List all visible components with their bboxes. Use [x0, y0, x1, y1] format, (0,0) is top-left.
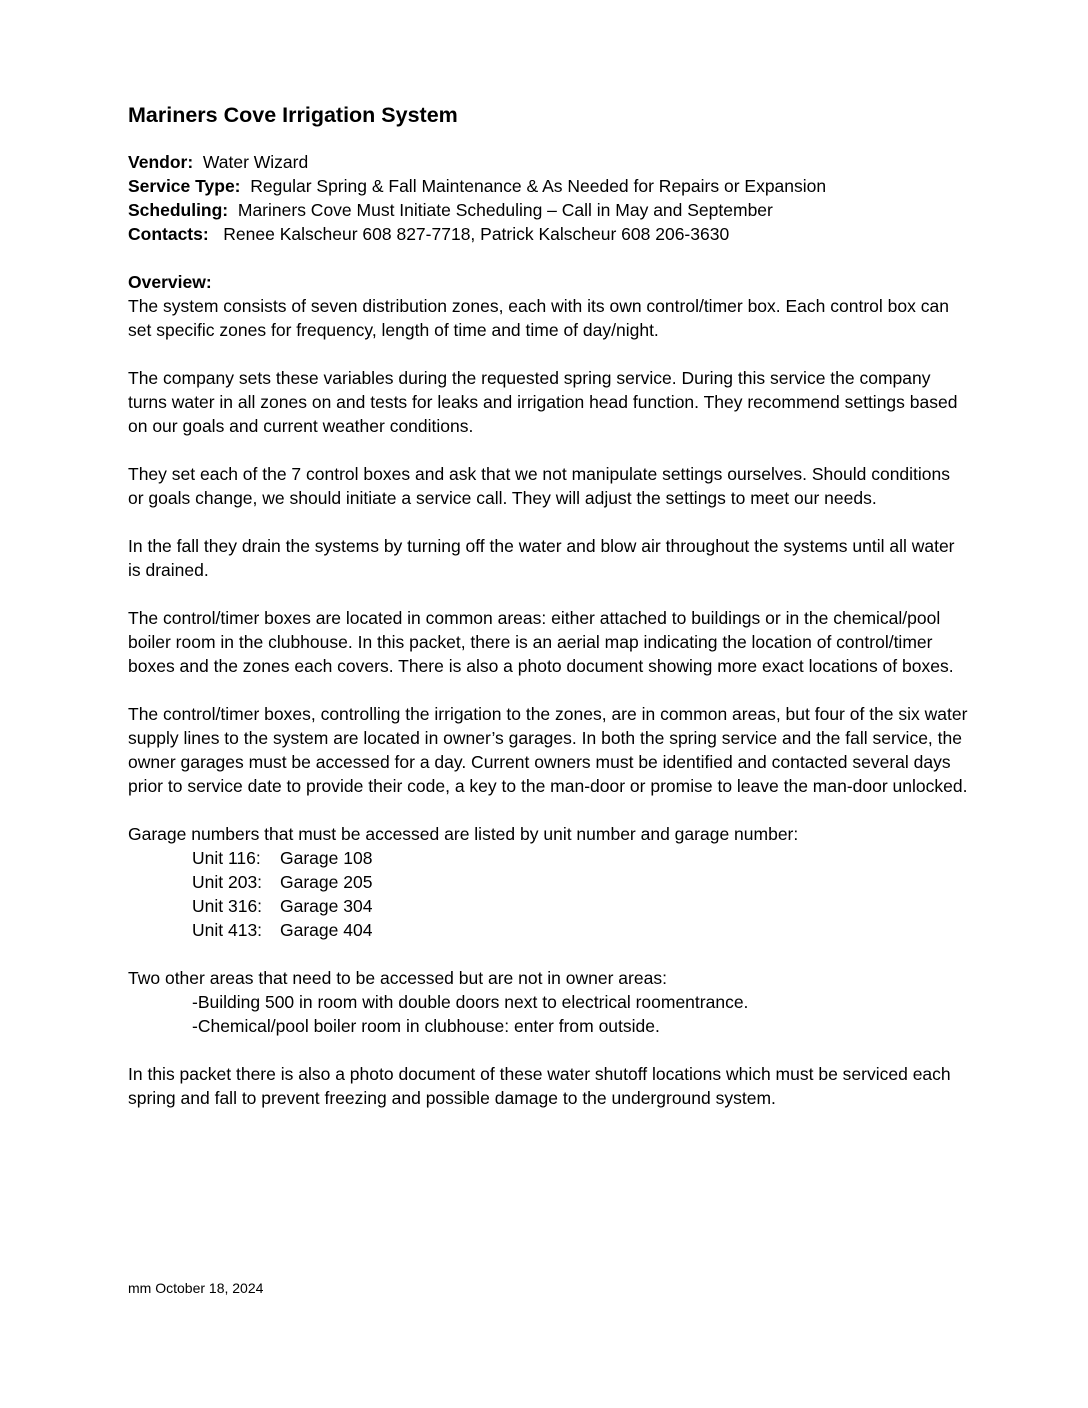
list-item: -Chemical/pool boiler room in clubhouse: enter from outside.	[192, 1016, 660, 1036]
scheduling-line	[128, 198, 968, 222]
garage-number: Garage 205	[280, 872, 373, 892]
scheduling-value: Mariners Cove Must Initiate Scheduling – Call in May and September	[237, 200, 773, 220]
garage-number: Garage 304	[280, 896, 373, 916]
overview-paragraph-4: In the fall they drain the systems by turning off the water and blow air throughout the systems until all water is drained.	[128, 536, 955, 580]
garage-number: Garage 108	[280, 848, 373, 868]
list-item	[192, 894, 968, 918]
overview-paragraph-1: The system consists of seven distribution zones, each with its own control/timer box. Each control box can set specific zones for frequency, length of time and time of day/night.	[128, 296, 949, 340]
list-item	[192, 918, 968, 942]
overview-heading: Overview:	[128, 272, 212, 292]
service-type-value: Regular Spring & Fall Maintenance & As Needed for Repairs or Expansion	[250, 176, 827, 196]
vendor-value: Water Wizard	[202, 152, 309, 172]
garage-number: Garage 404	[280, 920, 373, 940]
document-title: Mariners Cove Irrigation System	[128, 103, 458, 127]
other-areas-intro: Two other areas that need to be accessed but are not in owner areas:	[128, 968, 667, 988]
contacts-value: Renee Kalscheur 608 827-7718, Patrick Kalscheur 608 206-3630	[223, 224, 730, 244]
garage-list	[128, 846, 968, 942]
service-type-label: Service Type:	[128, 176, 241, 196]
unit-number: Unit 116:	[192, 848, 261, 868]
scheduling-label: Scheduling:	[128, 200, 229, 220]
other-areas-list	[128, 990, 968, 1038]
service-type-line	[128, 174, 968, 198]
footer-date: mm October 18, 2024	[128, 1280, 264, 1296]
unit-number: Unit 316:	[192, 896, 263, 916]
vendor-line	[128, 150, 968, 174]
contacts-label: Contacts:	[128, 224, 209, 244]
list-item	[192, 846, 968, 870]
list-item	[192, 870, 968, 894]
unit-number: Unit 413:	[192, 920, 263, 940]
overview-paragraph-6: The control/timer boxes, controlling the irrigation to the zones, are in common areas, but four of the six water supply lines to the system are located in owner’s garages. In both the spring service and the fall service, the owner garages must be accessed for a day. Current owners must be identified and contacted several days prior to service date to provide their code, a key to the man-door or promise to leave the man-door unlocked.	[128, 704, 968, 796]
overview-paragraph-3: They set each of the 7 control boxes and ask that we not manipulate settings ourselves. Should conditions or goals change, we should initiate a service call. They will adjust the settings to meet our needs.	[128, 464, 951, 508]
overview-paragraph-2: The company sets these variables during the requested spring service. During this service the company turns water in all zones on and tests for leaks and irrigation head function. They recommend settings based on our goals and current weather conditions.	[128, 368, 958, 436]
closing-paragraph: In this packet there is also a photo document of these water shutoff locations which must be serviced each spring and fall to prevent freezing and possible damage to the underground system.	[128, 1064, 951, 1108]
garage-intro: Garage numbers that must be accessed are listed by unit number and garage number:	[128, 824, 799, 844]
vendor-info	[128, 150, 968, 246]
unit-number: Unit 203:	[192, 872, 263, 892]
overview-paragraph-5: The control/timer boxes are located in common areas: either attached to buildings or in the chemical/pool boiler room in the clubhouse. In this packet, there is an aerial map indicating the location of control/timer boxes and the zones each covers. There is also a photo document showing more exact locations of boxes.	[128, 608, 954, 676]
vendor-label: Vendor:	[128, 152, 194, 172]
document-page	[128, 100, 968, 1134]
list-item: -Building 500 in room with double doors next to electrical roomentrance.	[192, 992, 749, 1012]
contacts-line	[128, 222, 968, 246]
